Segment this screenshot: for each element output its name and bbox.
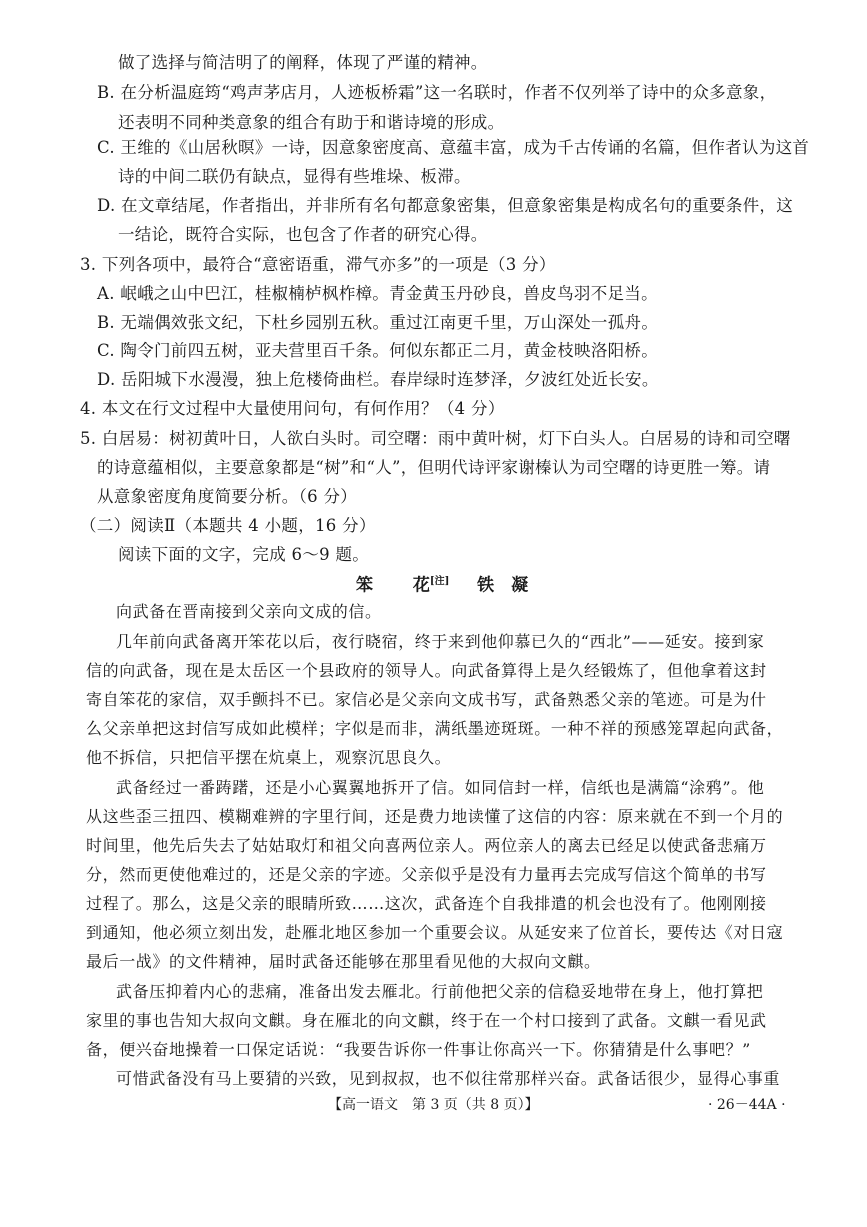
story-author: 铁 凝 [477, 575, 529, 596]
q3-option-d: D. 岳阳城下水漫漫，独上危楼倚曲栏。春岸绿时连梦泽，夕波红处近长安。 [97, 370, 659, 389]
question-3: 3. 下列各项中，最符合“意密语重，滞气亦多”的一项是（3 分） [80, 255, 556, 274]
paragraph-line: 过程了。那么，这是父亲的眼睛所致……这次，武备连个自我排遣的机会也没有了。他刚刚接 [86, 894, 767, 913]
paragraph-line: 武备经过一番踌躇，还是小心翼翼地拆开了信。如同信封一样，信纸也是满篇“涂鸦”。他 [116, 778, 765, 797]
text-line: 还表明不同种类意象的组合有助于和谐诗境的形成。 [118, 113, 505, 132]
text-line: 做了选择与简洁明了的阐释，体现了严谨的精神。 [118, 53, 488, 72]
exam-code: · 26－44A · [708, 1097, 786, 1113]
title-char: 花 [412, 575, 430, 596]
note-marker: [注] [429, 576, 450, 587]
paragraph-line: 可惜武备没有马上要猜的兴致，见到叔叔，也不似往常那样兴奋。武备话很少，显得心事重 [116, 1069, 781, 1088]
text-line: 一结论，既符合实际，也包含了作者的研究心得。 [118, 225, 488, 244]
paragraph-line: 到通知，他必须立刻出发，赴雁北地区参加一个重要会议。从延安来了位首长，要传达《对日寇 [86, 923, 784, 942]
text-line: 从意象密度角度简要分析。（6 分） [97, 487, 358, 506]
option-c: C. 王维的《山居秋暝》一诗，因意象密度高、意蕴丰富，成为千古传诵的名篇，但作者认为这首 [97, 138, 810, 157]
paragraph-line: 从这些歪三扭四、模糊难辨的字里行间，还是费力地读懂了这信的内容：原来就在不到一个月的 [86, 807, 784, 826]
text-line: 的诗意蕴相似，主要意象都是“树”和“人”，但明代诗评家谢榛认为司空曙的诗更胜一筹。请 [97, 458, 771, 477]
option-d: D. 在文章结尾，作者指出，并非所有名句都意象密集，但意象密集是构成名句的重要条件，这 [97, 196, 794, 215]
story-title [356, 571, 528, 597]
q3-option-b: B. 无端偶效张文纪，下杜乡园别五秋。重过江南更千里，万山深处一孤舟。 [97, 313, 659, 332]
paragraph-line: 时间里，他先后失去了姑姑取灯和祖父向喜两位亲人。两位亲人的离去已经足以使武备悲痛万 [86, 836, 767, 855]
option-b: B. 在分析温庭筠“鸡声茅店月，人迹板桥霜”这一名联时，作者不仅列举了诗中的众多意象， [97, 83, 777, 102]
paragraph-line: 寄自笨花的家信，双手颤抖不已。家信必是父亲向文成书写，武备熟悉父亲的笔迹。可是为什 [86, 690, 767, 709]
question-4: 4. 本文在行文过程中大量使用问句，有何作用？（4 分） [80, 399, 505, 418]
q3-option-a: A. 岷峨之山中巴江，桂椒楠栌枫柞樟。青金黄玉丹砂良，兽皮鸟羽不足当。 [97, 284, 658, 303]
paragraph-line: 几年前向武备离开笨花以后，夜行晓宿，终于来到他仰慕已久的“西北”——延安。接到家 [116, 632, 765, 651]
paragraph-line: 最后一战》的文件精神，届时武备还能够在那里看见他的大叔向文麒。 [86, 952, 601, 971]
section-heading: （二）阅读Ⅱ（本题共 4 小题，16 分） [80, 516, 376, 535]
paragraph-line: 武备压抑着内心的悲痛，准备出发去雁北。行前他把父亲的信稳妥地带在身上，他打算把 [116, 982, 764, 1001]
paragraph-line: 向武备在晋南接到父亲向文成的信。 [116, 602, 382, 621]
paragraph-line: 他不拆信，只把信平摆在炕桌上，观察沉思良久。 [86, 748, 452, 767]
paragraph-line: 信的向武备，现在是太岳区一个县政府的领导人。向武备算得上是久经锻炼了，但他拿着这封 [86, 661, 767, 680]
paragraph-line: 么父亲单把这封信写成如此模样；字似是而非，满纸墨迹斑斑。一种不祥的预感笼罩起向武备， [86, 719, 784, 738]
paragraph-line: 分，然而更使他难过的，还是父亲的字迹。父亲似乎是没有力量再去完成写信这个简单的书写 [86, 865, 767, 884]
paragraph-line: 家里的事也告知大叔向文麒。身在雁北的向文麒，终于在一个村口接到了武备。文麒一看见武 [86, 1011, 767, 1030]
paragraph-line: 备，便兴奋地操着一口保定话说：“我要告诉你一件事让你高兴一下。你猜猜是什么事吧？” [86, 1040, 751, 1059]
text-line: 诗的中间二联仍有缺点，显得有些堆垛、板滞。 [118, 167, 471, 186]
q3-option-c: C. 陶令门前四五树，亚夫营里百千条。何似东都正二月，黄金枝映洛阳桥。 [97, 341, 659, 360]
title-char: 笨 [356, 575, 373, 596]
question-5: 5. 白居易：树初黄叶日，人欲白头时。司空曙：雨中黄叶树，灯下白头人。白居易的诗和司空曙 [80, 429, 791, 448]
page-footer: 【高一语文 第 3 页（共 8 页）】 [328, 1097, 539, 1113]
instruction: 阅读下面的文字，完成 6～9 题。 [118, 545, 370, 564]
